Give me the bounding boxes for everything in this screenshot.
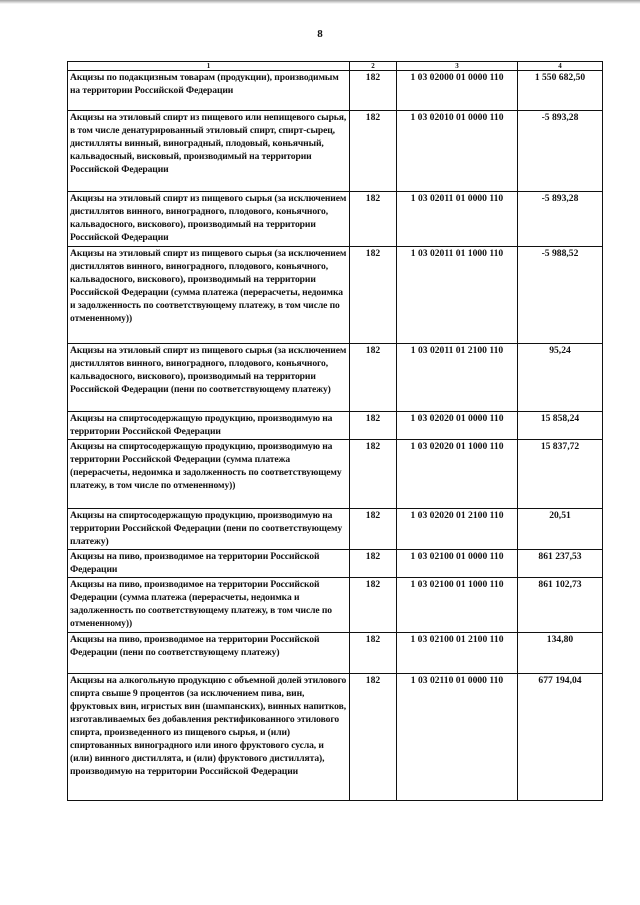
row-admin-code: 182 <box>350 674 397 801</box>
header-col-3: 3 <box>397 62 518 71</box>
row-name: Акцизы на пиво, производимое на территории Российской Федерации <box>68 550 350 578</box>
table-row <box>68 71 603 111</box>
row-budget-code: 1 03 02020 01 0000 110 <box>397 412 518 440</box>
row-admin-code: 182 <box>350 111 397 192</box>
row-name: Акцизы на спиртосодержащую продукцию, производимую на территории Российской Федерации <box>68 412 350 440</box>
row-name: Акцизы на спиртосодержащую продукцию, производимую на территории Российской Федерации (пени по соответствующему платежу) <box>68 509 350 550</box>
row-amount: -5 988,52 <box>518 247 603 344</box>
row-budget-code: 1 03 02100 01 1000 110 <box>397 578 518 633</box>
revenue-table <box>67 61 603 801</box>
table-header-row <box>68 62 603 71</box>
table-row <box>68 440 603 509</box>
scan-edge-shadow <box>0 0 640 4</box>
row-budget-code: 1 03 02110 01 0000 110 <box>397 674 518 801</box>
row-name: Акцизы на пиво, производимое на территории Российской Федерации (пени по соответствующему платежу) <box>68 633 350 674</box>
header-col-4: 4 <box>518 62 603 71</box>
row-admin-code: 182 <box>350 192 397 247</box>
row-admin-code: 182 <box>350 412 397 440</box>
row-admin-code: 182 <box>350 71 397 111</box>
row-admin-code: 182 <box>350 247 397 344</box>
row-name: Акцизы на алкогольную продукцию с объемной долей этилового спирта свыше 9 процентов (за исключением пива, вин, фруктовых вин, игристых вин (шампанских), винных напитков, изготавливаемых без добавления ректификованного этилового спирта, произведенного из пищевого сырья, и (или) спиртованных виноградного или иного фруктового сусла, и (или) винного дистиллята, и (или) фруктового дистиллята), производимую на территории Российской Федерации <box>68 674 350 801</box>
row-amount: -5 893,28 <box>518 192 603 247</box>
header-col-1: 1 <box>68 62 350 71</box>
table-row <box>68 192 603 247</box>
row-amount: 1 550 682,50 <box>518 71 603 111</box>
header-col-2: 2 <box>350 62 397 71</box>
row-admin-code: 182 <box>350 578 397 633</box>
row-name: Акцизы на этиловый спирт из пищевого сырья (за исключением дистиллятов винного, виноградного, плодового, коньячного, кальвадосного, вискового), производимый на территории Российской Федерации (пени по соответствующему платежу) <box>68 344 350 412</box>
row-budget-code: 1 03 02011 01 1000 110 <box>397 247 518 344</box>
row-budget-code: 1 03 02000 01 0000 110 <box>397 71 518 111</box>
row-admin-code: 182 <box>350 550 397 578</box>
row-name: Акцизы на этиловый спирт из пищевого или непищевого сырья, в том числе денатурированный этиловый спирт, спирт-сырец, дистилляты винный, виноградный, плодовый, коньячный, кальвадосный, висковый, производимый на территории Российской Федерации <box>68 111 350 192</box>
table-row <box>68 111 603 192</box>
table-row <box>68 412 603 440</box>
row-budget-code: 1 03 02020 01 2100 110 <box>397 509 518 550</box>
row-amount: -5 893,28 <box>518 111 603 192</box>
row-name: Акцизы на этиловый спирт из пищевого сырья (за исключением дистиллятов винного, виноградного, плодового, коньячного, кальвадосного, вискового), производимый на территории Российской Федерации <box>68 192 350 247</box>
row-budget-code: 1 03 02011 01 0000 110 <box>397 192 518 247</box>
row-budget-code: 1 03 02011 01 2100 110 <box>397 344 518 412</box>
row-amount: 15 858,24 <box>518 412 603 440</box>
row-budget-code: 1 03 02010 01 0000 110 <box>397 111 518 192</box>
row-admin-code: 182 <box>350 633 397 674</box>
row-budget-code: 1 03 02100 01 0000 110 <box>397 550 518 578</box>
table-row <box>68 578 603 633</box>
table-row <box>68 247 603 344</box>
table-row <box>68 633 603 674</box>
row-amount: 861 237,53 <box>518 550 603 578</box>
row-amount: 15 837,72 <box>518 440 603 509</box>
row-name: Акцизы на спиртосодержащую продукцию, производимую на территории Российской Федерации (сумма платежа (перерасчеты, недоимка и задолженность по соответствующему платежу, в том числе по отмененному)) <box>68 440 350 509</box>
table-row <box>68 344 603 412</box>
row-budget-code: 1 03 02020 01 1000 110 <box>397 440 518 509</box>
row-amount: 134,80 <box>518 633 603 674</box>
row-admin-code: 182 <box>350 509 397 550</box>
row-name: Акцизы на пиво, производимое на территории Российской Федерации (сумма платежа (перерасчеты, недоимка и задолженность по соответствующему платежу, в том числе по отмененному)) <box>68 578 350 633</box>
table-row <box>68 550 603 578</box>
row-budget-code: 1 03 02100 01 2100 110 <box>397 633 518 674</box>
row-admin-code: 182 <box>350 344 397 412</box>
row-amount: 95,24 <box>518 344 603 412</box>
row-amount: 861 102,73 <box>518 578 603 633</box>
row-admin-code: 182 <box>350 440 397 509</box>
table-row <box>68 509 603 550</box>
row-name: Акцизы по подакцизным товарам (продукции), производимым на территории Российской Федерации <box>68 71 350 111</box>
page-number: 8 <box>317 28 323 40</box>
row-name: Акцизы на этиловый спирт из пищевого сырья (за исключением дистиллятов винного, виноградного, плодового, коньячного, кальвадосного, вискового), производимый на территории Российской Федерации (сумма платежа (перерасчеты, недоимка и задолженность по соответствующему платежу, в том числе по отмененному)) <box>68 247 350 344</box>
row-amount: 20,51 <box>518 509 603 550</box>
table-row <box>68 674 603 801</box>
row-amount: 677 194,04 <box>518 674 603 801</box>
